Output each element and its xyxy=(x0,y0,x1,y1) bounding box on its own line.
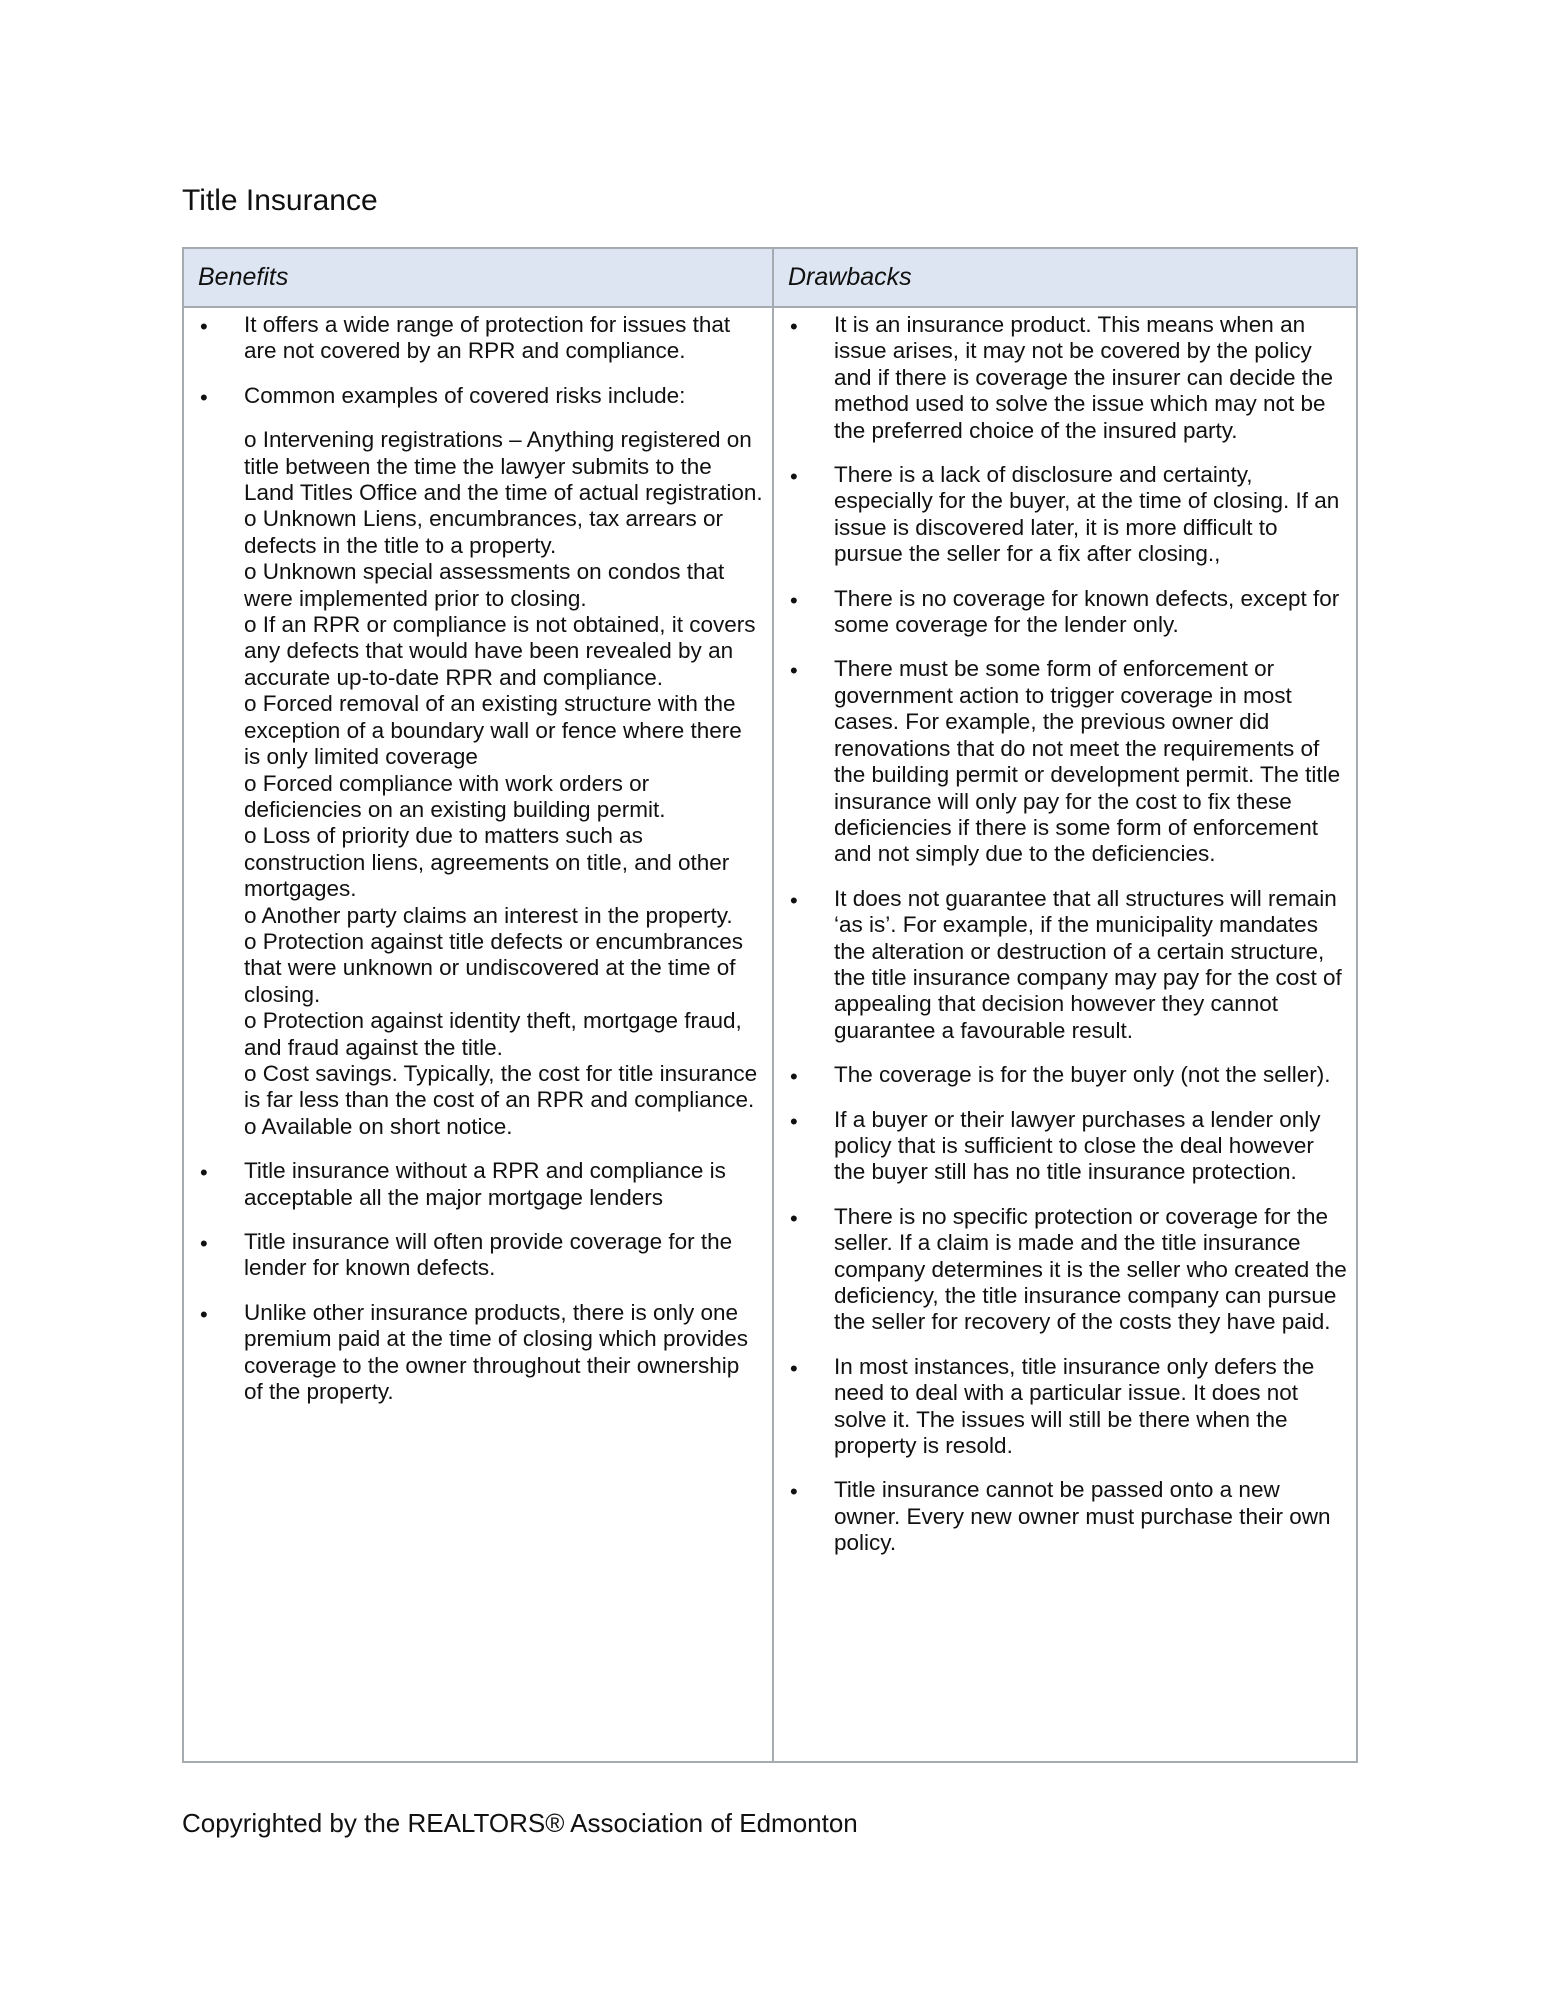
drawback-text: There is no specific protection or coverage for the seller. If a claim is made and the title insurance company determines it is the seller who created the deficiency, the title insurance company can pursue the seller for recovery of the costs they have paid. xyxy=(834,1203,1347,1335)
list-item xyxy=(190,1229,764,1282)
sub-item: o If an RPR or compliance is not obtained, it covers any defects that would have been revealed by an accurate up-to-date RPR and compliance. xyxy=(244,612,756,690)
list-item xyxy=(190,1158,764,1211)
list-item xyxy=(780,1204,1348,1336)
bullet-icon: • xyxy=(790,658,798,684)
benefit-text: Common examples of covered risks include: xyxy=(244,382,686,408)
bullet-icon: • xyxy=(790,887,798,913)
benefit-text: Title insurance without a RPR and compliance is acceptable all the major mortgage lenders xyxy=(244,1158,726,1210)
bullet-icon: • xyxy=(200,384,208,410)
drawbacks-list xyxy=(780,312,1348,1557)
list-item xyxy=(780,312,1348,444)
covered-risks-list xyxy=(244,427,764,1140)
sub-item: o Cost savings. Typically, the cost for title insurance is far less than the cost of an RPR and compliance. xyxy=(244,1060,758,1113)
drawbacks-cell xyxy=(773,307,1357,1762)
bullet-icon: • xyxy=(200,1231,208,1256)
bullet-icon: • xyxy=(790,1108,798,1134)
sub-item: o Unknown special assessments on condos that were implemented prior to closing. xyxy=(244,559,725,611)
sub-item: o Protection against title defects or encumbrances that were unknown or undiscovered at the time of closing. xyxy=(244,928,744,1007)
drawback-text: The coverage is for the buyer only (not the seller). xyxy=(834,1062,1331,1088)
copyright-footer: Copyrighted by the REALTORS® Association of Edmonton xyxy=(182,1808,858,1838)
benefits-cell xyxy=(183,307,773,1762)
benefits-header: Benefits xyxy=(183,248,773,307)
drawback-text: There must be some form of enforcement or government action to trigger coverage in most cases. For example, the previous owner did renovations that do not meet the requirements of the building permit or development permit. The title insurance will only pay for the cost to fix these deficiencies if there is some form of enforcement and not simply due to the deficiencies. xyxy=(834,656,1341,867)
sub-item: o Loss of priority due to matters such as construction liens, agreements on title, and other mortgages. xyxy=(244,823,730,902)
list-item xyxy=(190,383,764,409)
benefits-list-continued xyxy=(190,1158,764,1405)
sub-item: o Another party claims an interest in the property. xyxy=(244,902,733,928)
drawback-text: If a buyer or their lawyer purchases a lender only policy that is sufficient to close the deal however the buyer still has no title insurance protection. xyxy=(834,1106,1321,1185)
list-item xyxy=(780,1477,1348,1556)
table-header-row xyxy=(183,248,1357,307)
list-item xyxy=(780,656,1348,867)
benefits-list xyxy=(190,312,764,409)
drawback-text: There is a lack of disclosure and certainty, especially for the buyer, at the time of closing. If an issue is discovered later, it is more difficult to pursue the seller for a fix after closing., xyxy=(834,462,1340,567)
list-item xyxy=(780,462,1348,568)
list-item xyxy=(780,586,1348,639)
drawback-text: In most instances, title insurance only defers the need to deal with a particular issue. It does not solve it. The issues will still be there when the property is resold. xyxy=(834,1353,1315,1459)
drawback-text: It is an insurance product. This means when an issue arises, it may not be covered by the policy and if there is coverage the insurer can decide the method used to solve the issue which may not be the preferred choice of the insured party. xyxy=(834,312,1334,443)
bullet-icon: • xyxy=(790,314,798,339)
sub-item: o Protection against identity theft, mortgage fraud, and fraud against the title. xyxy=(244,1008,742,1060)
drawbacks-header: Drawbacks xyxy=(773,248,1357,307)
sub-item: o Forced compliance with work orders or deficiencies on an existing building permit. xyxy=(244,770,666,822)
bullet-icon: • xyxy=(200,1301,208,1327)
bullet-icon: • xyxy=(790,464,798,490)
list-item xyxy=(780,1062,1348,1088)
bullet-icon: • xyxy=(790,587,798,613)
sub-item: o Forced removal of an existing structure with the exception of a boundary wall or fence where there is only limited coverage xyxy=(244,691,742,770)
table-body-row xyxy=(183,307,1357,1762)
list-item xyxy=(780,1354,1348,1460)
drawback-text: Title insurance cannot be passed onto a new owner. Every new owner must purchase their own policy. xyxy=(834,1477,1331,1556)
sub-item: o Unknown Liens, encumbrances, tax arrears or defects in the title to a property. xyxy=(244,506,723,558)
bullet-icon: • xyxy=(790,1479,798,1505)
bullet-icon: • xyxy=(790,1205,798,1231)
list-item xyxy=(780,886,1348,1044)
list-item xyxy=(190,312,764,365)
bullet-icon: • xyxy=(790,1355,798,1381)
benefit-text: It offers a wide range of protection for issues that are not covered by an RPR and compliance. xyxy=(244,312,731,364)
bullet-icon: • xyxy=(200,1160,208,1186)
sub-item: o Intervening registrations – Anything registered on title between the time the lawyer submits to the Land Titles Office and the time of actual registration. xyxy=(244,427,763,506)
page-title: Title Insurance xyxy=(182,184,378,217)
bullet-icon: • xyxy=(200,314,208,339)
list-item xyxy=(780,1107,1348,1186)
bullet-icon: • xyxy=(790,1064,798,1090)
list-item xyxy=(190,1300,764,1406)
benefits-drawbacks-table xyxy=(182,247,1358,1763)
drawback-text: There is no coverage for known defects, except for some coverage for the lender only. xyxy=(834,585,1340,638)
benefit-text: Unlike other insurance products, there is only one premium paid at the time of closing which provides coverage to the owner throughout their ownership of the property. xyxy=(244,1299,748,1405)
benefit-text: Title insurance will often provide coverage for the lender for known defects. xyxy=(244,1229,733,1281)
sub-item: o Available on short notice. xyxy=(244,1113,513,1139)
drawback-text: It does not guarantee that all structures will remain ‘as is’. For example, if the municipality mandates the alteration or destruction of a certain structure, the title insurance company may pay for the cost of appealing that decision however they cannot guarantee a favourable result. xyxy=(834,885,1342,1043)
